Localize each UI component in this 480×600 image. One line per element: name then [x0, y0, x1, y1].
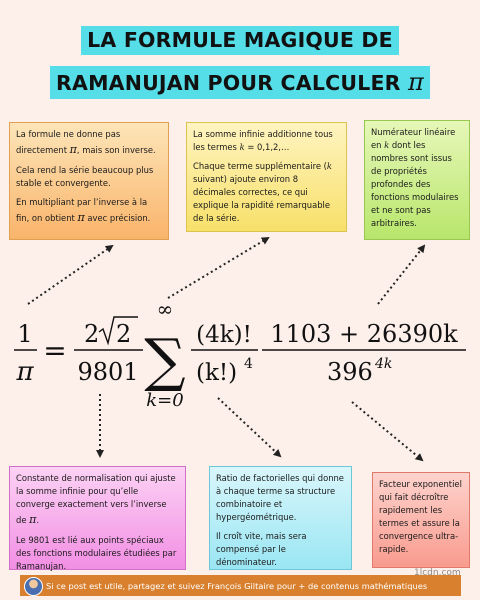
text-fragment: , mais son inverse. [76, 145, 156, 156]
text-fragment: = 0,1,2,… [244, 142, 290, 153]
sum-symbol: ∑ [144, 326, 186, 394]
text-fragment: La formule ne donne pas directement [16, 129, 121, 156]
title-line-1: LA FORMULE MAGIQUE DE [81, 26, 399, 55]
title-pi-symbol: π [408, 68, 424, 96]
text-fragment: . [36, 515, 40, 526]
note-inverse-pi-p2: Cela rend la série beaucoup plus stable et convergente. [16, 165, 154, 189]
note-factorial-ratio-p2: Il croît vite, mais sera compensé par le dénominateur. [216, 531, 307, 568]
text-fragment: Constante de normalisation qui ajuste la somme infinie pour qu’elle converge exactement vers l’inverse de [16, 473, 176, 526]
watermark: 1lcdn.com [414, 568, 461, 578]
footer-banner [20, 575, 461, 596]
footer-text: Si ce post est utile, partagez et suivez François Giltaire pour + de contenus mathématiques [46, 580, 428, 591]
lhs-denominator: π [16, 357, 34, 387]
author-avatar [24, 577, 43, 596]
title-line-2-text: RAMANUJAN POUR CALCULER [56, 71, 408, 95]
text-fragment: suivant) ajoute environ 8 décimales correctes, ce qui explique la rapidité remarquable de la série. [193, 174, 331, 224]
note-exponential-p1: Facteur exponentiel qui fait décroître rapidement les termes et assure la convergence ultra-rapide. [379, 479, 462, 555]
pi-symbol: π [29, 513, 37, 527]
constant-radicand: 2 [116, 320, 132, 348]
arrow-to-inverse-note [28, 246, 112, 304]
exponential-power: 4k [375, 356, 393, 372]
arrow-to-exponential-note [352, 402, 422, 460]
math-k: k [326, 161, 332, 172]
text-fragment: dont les nombres sont issus de propriétés profondes des fonctions modulaires et ne sont pas arbitraires. [371, 140, 459, 229]
linear-numerator: 1103 + 26390k [270, 320, 458, 348]
note-factorial-ratio-p1: Ratio de factorielles qui donne à chaque terme sa structure combinatoire et hypergéométrique. [216, 473, 344, 523]
factorial-denominator-base: (k!) [196, 360, 238, 386]
pi-symbol: π [69, 143, 77, 157]
constant-denominator: 9801 [77, 358, 139, 386]
pi-symbol: π [77, 211, 85, 225]
text-fragment: En multipliant par l’inverse à la fin, on obtient [16, 197, 148, 224]
note-normalization-constant [9, 466, 186, 570]
arrow-to-linear-note [378, 246, 424, 304]
factorial-numerator: (4k)! [196, 322, 252, 348]
arrow-to-factorial-note [218, 398, 280, 456]
note-normalization-p1 [16, 472, 179, 528]
math-k: k [239, 142, 245, 153]
note-factorial-ratio [209, 466, 352, 570]
sum-upper-limit: ∞ [156, 297, 174, 321]
text-fragment: La somme infinie additionne tous les termes [193, 129, 333, 153]
text-fragment: avec précision. [84, 213, 151, 224]
lhs-numerator: 1 [17, 320, 33, 348]
equals-sign: = [43, 334, 67, 367]
note-normalization-p2: Le 9801 est lié aux points spéciaux des fonctions modulaires étudiées par Ramanujan. [16, 535, 177, 572]
note-exponential-factor [372, 472, 470, 568]
constant-coefficient: 2 [84, 320, 100, 348]
text-fragment: Numérateur linéaire en [371, 127, 456, 151]
arrow-to-sum-note [168, 238, 268, 298]
factorial-denominator-exponent: 4 [244, 356, 253, 372]
sum-lower-limit: k=0 [146, 390, 184, 411]
math-k: k [384, 140, 390, 151]
text-fragment: Chaque terme supplémentaire ( [193, 161, 327, 172]
exponential-base: 396 [327, 358, 373, 386]
